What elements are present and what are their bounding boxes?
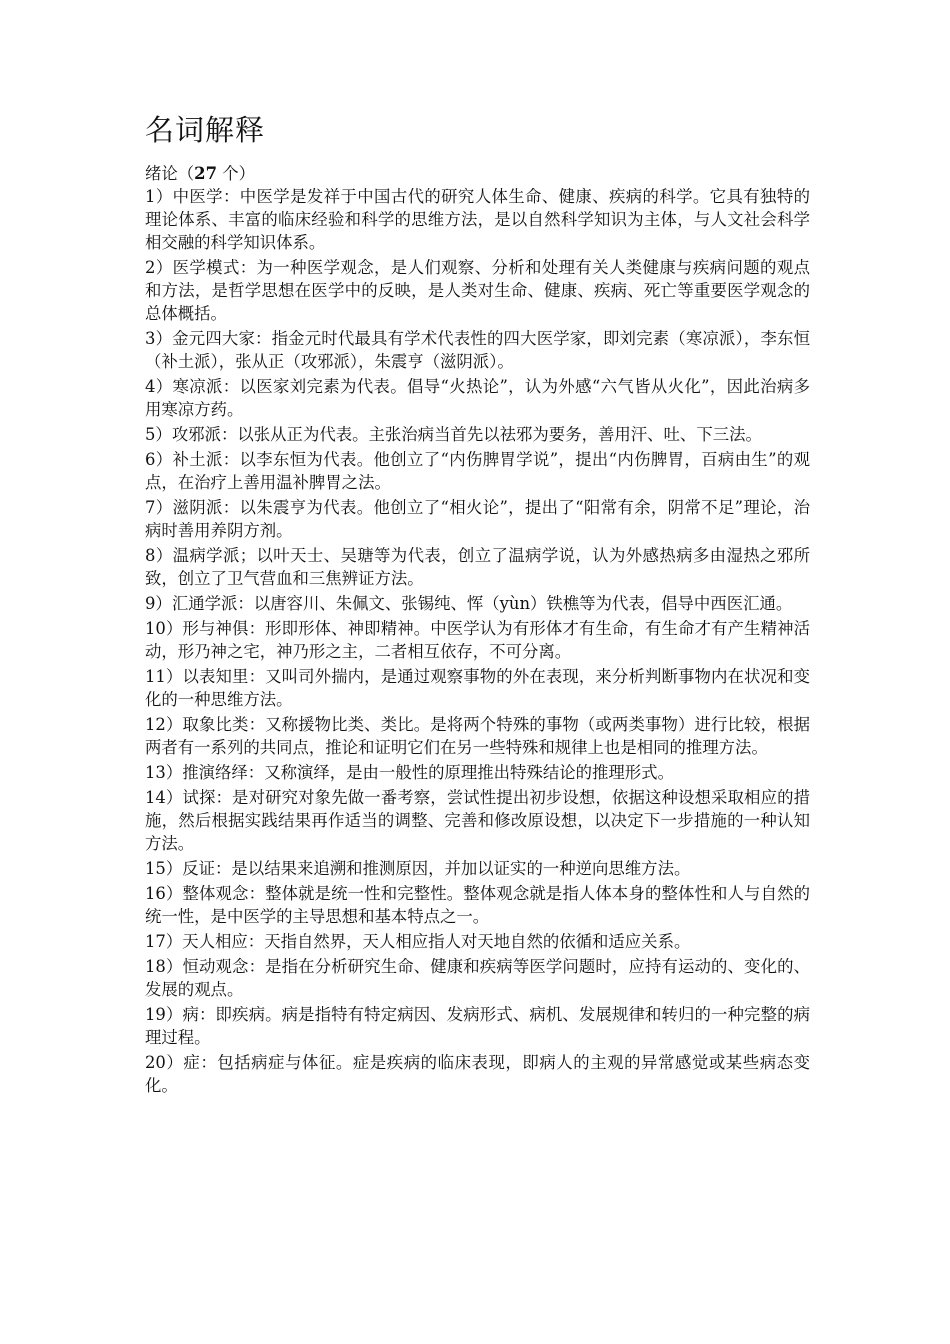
entry-11: 11）以表知里：又叫司外揣内，是通过观察事物的外在表现，来分析判断事物内在状况和变化的一种思维方法。 (145, 667, 810, 709)
entry-7: 7）滋阴派：以朱震亨为代表。他创立了“相火论”，提出了“阳常有余，阴常不足”理论，治病时善用养阴方剂。 (145, 498, 810, 540)
entry-16: 16）整体观念：整体就是统一性和完整性。整体观念就是指人体本身的整体性和人与自然的统一性，是中医学的主导思想和基本特点之一。 (145, 884, 810, 926)
entry-13: 13）推演络绎：又称演绎，是由一般性的原理推出特殊结论的推理形式。 (145, 763, 674, 782)
entry-14: 14）试探：是对研究对象先做一番考察，尝试性提出初步设想，依据这种设想采取相应的措施，然后根据实践结果再作适当的调整、完善和修改原设想，以决定下一步措施的一种认知方法。 (145, 788, 810, 853)
document-page (145, 112, 810, 1099)
section-name: 绪论（ (145, 164, 195, 183)
section-count: 27 (194, 164, 217, 183)
section-suffix: 个） (216, 164, 255, 183)
entry-4: 4）寒凉派：以医家刘完素为代表。倡导“火热论”，认为外感“六气皆从火化”，因此治病多用寒凉方药。 (145, 377, 810, 419)
entry-list (145, 185, 810, 1097)
entry-1: 1）中医学：中医学是发祥于中国古代的研究人体生命、健康、疾病的科学。它具有独特的理论体系、丰富的临床经验和科学的思维方法，是以自然科学知识为主体，与人文社会科学相交融的科学知识体系。 (145, 187, 810, 252)
entry-17: 17）天人相应：天指自然界，天人相应指人对天地自然的依循和适应关系。 (145, 932, 691, 951)
entry-6: 6）补土派：以李东恒为代表。他创立了“内伤脾胃学说”，提出“内伤脾胃，百病由生”的观点，在治疗上善用温补脾胃之法。 (145, 450, 810, 492)
entry-3: 3）金元四大家：指金元时代最具有学术代表性的四大医学家，即刘完素（寒凉派），李东恒（补土派），张从正（攻邪派），朱震亨（滋阴派）。 (145, 329, 810, 371)
entry-15: 15）反证：是以结果来追溯和推测原因，并加以证实的一种逆向思维方法。 (145, 859, 691, 878)
page-title: 名词解释 (145, 113, 266, 147)
entry-19: 19）病：即疾病。病是指特有特定病因、发病形式、病机、发展规律和转归的一种完整的病理过程。 (145, 1005, 810, 1047)
section-heading (145, 162, 810, 185)
entry-8: 8）温病学派；以叶天士、吴瑭等为代表，创立了温病学说，认为外感热病多由湿热之邪所致，创立了卫气营血和三焦辨证方法。 (145, 546, 810, 588)
entry-18: 18）恒动观念：是指在分析研究生命、健康和疾病等医学问题时，应持有运动的、变化的、发展的观点。 (145, 957, 810, 999)
entry-12: 12）取象比类：又称援物比类、类比。是将两个特殊的事物（或两类事物）进行比较，根据两者有一系列的共同点，推论和证明它们在另一些特殊和规律上也是相同的推理方法。 (145, 715, 810, 757)
entry-10: 10）形与神俱：形即形体、神即精神。中医学认为有形体才有生命，有生命才有产生精神活动，形乃神之宅，神乃形之主，二者相互依存，不可分离。 (145, 619, 810, 661)
entry-9: 9）汇通学派：以唐容川、朱佩文、张锡纯、恽（yùn）铁樵等为代表，倡导中西医汇通。 (145, 594, 793, 613)
entry-5: 5）攻邪派：以张从正为代表。主张治病当首先以祛邪为要务，善用汗、吐、下三法。 (145, 425, 762, 444)
entry-20: 20）症：包括病症与体征。症是疾病的临床表现，即病人的主观的异常感觉或某些病态变化。 (145, 1053, 810, 1095)
entry-2: 2）医学模式：为一种医学观念，是人们观察、分析和处理有关人类健康与疾病问题的观点和方法，是哲学思想在医学中的反映，是人类对生命、健康、疾病、死亡等重要医学观念的总体概括。 (145, 258, 810, 323)
